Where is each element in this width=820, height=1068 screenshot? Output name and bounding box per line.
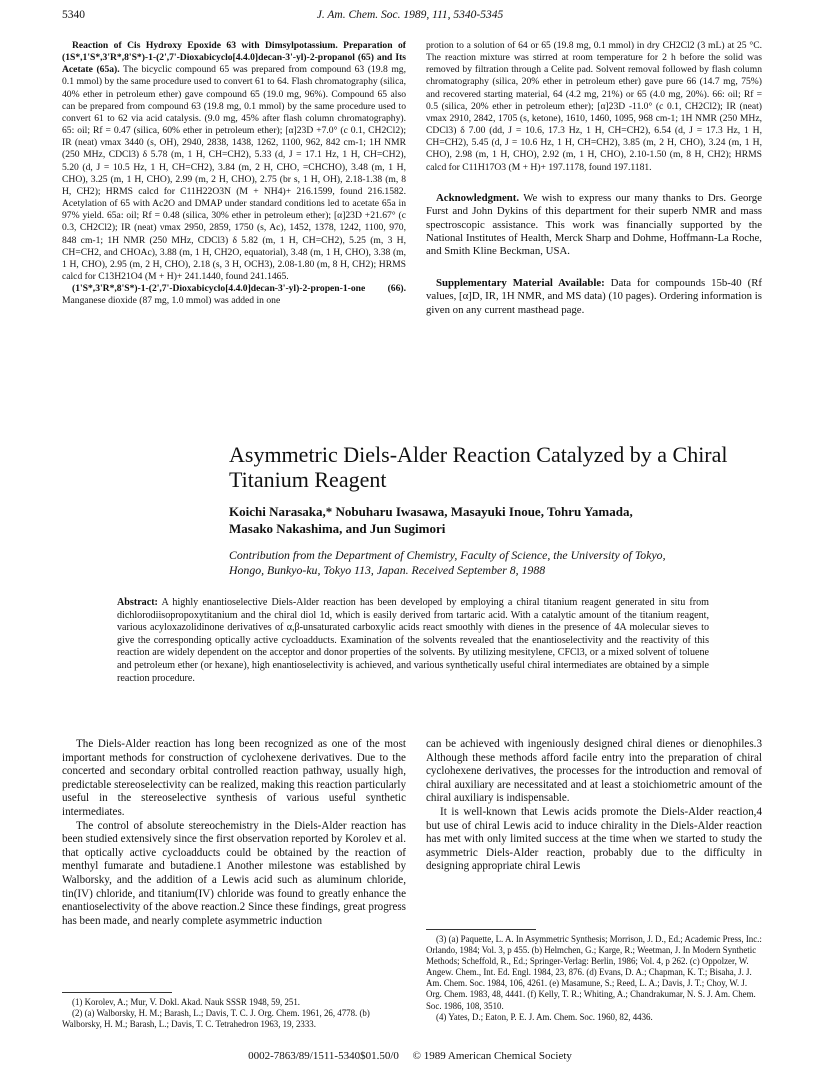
- footnotes-right: [426, 934, 762, 1023]
- abstract-text: A highly enantioselective Diels-Alder reaction has been developed by employing a chiral titanium reagent generated in situ from dichlorodiisopropoxytitanium and the chiral diol 1d, which is easily derived from tartaric acid. With a catalytic amount of the titanium reagent, various acyloxazolidinone derivatives of α,β-unsaturated carboxylic acids react smoothly with dienes in the presence of 4A molecular sieves to give the corresponding optically active cycloadducts. Examination of the solvents revealed that the enantioselectivity and the reactivity of this reaction are widely dependent on the acceptor and donor properties of the solvents. By utilizing mesitylene, CFCl3, or a mixed solvent of toluene and petroleum ether (or hexane), high enantioselectivity is achieved, and various synthetically useful chiral intermediates are obtained by a simple reaction procedure.: [117, 597, 710, 684]
- affiliation-line-2: Hongo, Bunkyo-ku, Tokyo 113, Japan. Received September 8, 1988: [229, 563, 546, 577]
- supplementary-label: Supplementary Material Available:: [436, 276, 605, 289]
- experimental-heading-65: Reaction of Cis Hydroxy Epoxide 63 with Dimsylpotassium. Preparation of (1S*,1'S*,3'R*,8'S*)-1-(2',7'-Dioxabicyclo[4.4.0]decan-3'-yl)-2-propanol (65) and Its Acetate (65a).: [62, 40, 406, 76]
- footnote-1: (1) Korolev, A.; Mur, V. Dokl. Akad. Nauk SSSR 1948, 59, 251.: [72, 997, 301, 1007]
- abstract: [117, 597, 709, 685]
- body-left-column: [62, 738, 406, 928]
- affiliation-line-1: Contribution from the Department of Chemistry, Faculty of Science, the University of Tokyo,: [229, 548, 666, 562]
- footnote-4: (4) Yates, D.; Eaton, P. E. J. Am. Chem. Soc. 1960, 82, 4436.: [436, 1011, 653, 1022]
- title-line-1: Asymmetric Diels-Alder Reaction Catalyzed by a Chiral: [229, 442, 728, 467]
- top-right-column: [426, 40, 762, 317]
- footnote-rule-right: [426, 929, 536, 930]
- footnote-3: (3) (a) Paquette, L. A. In Asymmetric Synthesis; Morrison, J. D., Ed.; Academic Press, Inc.: Orlando, 1984; Vol. 3, p 455. (b) Helmchen, G.; Karge, R.; Weetman, J. In Modern Synthetic Methods; Scheffold, R., Ed.; Springer-Verlag: Berlin, 1986; Vol. 4, p 262. (c) Oppolzer, W. Angew. Chem., Int. Ed. Engl. 1984, 23, 876. (d) Evans, D. A.; Chapman, K. T.; Bisaha, J. J. Am. Chem. Soc. 1984, 106, 4261. (e) Masamune, S.; Reed, L. A.; Davis, J. T.; Choy, W. J. Org. Chem. 1983, 48, 4441. (f) Kelly, T. R.; Whiting, A.; Chandrakumar, N. S. J. Am. Chem. Soc. 1986, 108, 3510.: [426, 934, 762, 1011]
- footnotes-left: [62, 997, 406, 1030]
- authors-line-1: Koichi Narasaka,* Nobuharu Iwasawa, Masayuki Inoue, Tohru Yamada,: [229, 504, 633, 519]
- footnote-2: (2) (a) Walborsky, H. M.; Barash, L.; Davis, T. C. J. Org. Chem. 1961, 26, 4778. (b) Walborsky, H. M.; Barash, L.; Davis, T. C. Tetrahedron 1963, 19, 2333.: [62, 1008, 370, 1030]
- acknowledgment-text: We wish to express our many thanks to Drs. George Furst and John Dykins of this department for their superb NMR and mass spectroscopic assistance. This work was financially supported by the National Institutes of Health, Merck Sharp and Dohme, Hoffmann-La Roche, and Smith Kline Beckman, USA.: [426, 191, 762, 258]
- footnote-rule-left: [62, 992, 172, 993]
- experimental-heading-66: (1'S*,3'R*,8'S*)-1-(2',7'-Dioxabicyclo[4.4.0]decan-3'-yl)-2-propen-1-one (66).: [72, 283, 406, 295]
- article-title: [229, 442, 769, 492]
- body-paragraph-4: It is well-known that Lewis acids promote the Diels-Alder reaction,4 but use of chiral Lewis acid to induce chirality in the Diels-Alder reaction has met with only limited success at the time when we started to study the asymmetric Diels-Alder reaction, probably due to the difficulty in designing appropriate chiral Lewis: [426, 805, 762, 873]
- page-footer: [0, 1050, 820, 1062]
- authors-line-2: Masako Nakashima, and Jun Sugimori: [229, 521, 446, 536]
- acknowledgment-label: Acknowledgment.: [436, 191, 520, 204]
- experimental-text-66-cont: protion to a solution of 64 or 65 (19.8 mg, 0.1 mmol) in dry CH2Cl2 (3 mL) at 25 °C. The reaction mixture was stirred at room temperature for 2 h before the solid was removed by filtration through a Celite pad. Solvent removal followed by flash column chromatography (silica, 20% ether in petroleum ether) gave pure 66 (14.7 mg, 75%) and recovered starting material, 64 (4.2 mg, 21%) or 65 (4.0 mg, 20%). 66: oil; Rf = 0.5 (silica, 20% ether in petroleum ether); [α]23D -11.0° (c 0.1, CH2Cl2); IR (neat) νmax 2910, 2842, 1705 (s, ketone), 1610, 1460, 1095, 968 cm-1; 1H NMR (250 MHz, CDCl3) δ 7.00 (dd, J = 10.6, 17.3 Hz, 1 H, CH=CH2), 6.54 (d, J = 17.3 Hz, 1 H, CH=CH2), 5.45 (d, J = 10.6 Hz, 1 H, CH=CH2), 3.85 (m, 2 H, CHO), 3.24 (m, 1 H, CHO), 2.98 (m, 1 H, CHO), 2.92 (m, 1 H, CHO), 2.10-1.50 (m, 8 H, CH2); HRMS calcd for C11H17O3 (M + H)+ 197.1178, found 197.1181.: [426, 40, 762, 173]
- body-paragraph-2: The control of absolute stereochemistry in the Diels-Alder reaction has been studied extensively since the first observation reported by Korolev et al. that optically active cycloadducts could be obtained by the reaction of menthyl fumarate and butadiene.1 Another milestone was established by Walborsky, and the addition of a Lewis acid such as aluminum chloride, tin(IV) chloride, and titanium(IV) chloride was found to greatly enhance the enantioselectivity of the above reaction.2 Since these findings, great progress has been made, and nearly complete asymmetric induction: [62, 819, 406, 927]
- abstract-label: Abstract:: [117, 597, 158, 608]
- experimental-text-66-start: Manganese dioxide (87 mg, 1.0 mmol) was added in one: [62, 295, 281, 307]
- author-list: [229, 503, 769, 537]
- body-paragraph-1: The Diels-Alder reaction has long been recognized as one of the most important methods for construction of cyclohexene derivatives. Due to the concerted and secondary orbital controlled reaction pathway, usually high, predictable stereoselectivity can be realized, making this reaction particularly useful in the stereoselective synthesis of various useful synthetic intermediates.: [62, 738, 406, 818]
- affiliation: [229, 548, 789, 578]
- footer-copyright: © 1989 American Chemical Society: [412, 1050, 572, 1062]
- supplementary-text: Data for compounds 15b-40 (Rf values, [α]D, IR, 1H NMR, and MS data) (10 pages). Ordering information is given on any current masthead page.: [426, 276, 762, 316]
- experimental-text-65: The bicyclic compound 65 was prepared from compound 63 (19.8 mg, 0.1 mmol) by the same procedure used to convert 61 to 64. Flash chromatography (silica, 40% ether in petroleum ether) gave compound 65 (19.0 mg, 96%). Compound 65 also can be prepared from compound 63 (19.8 mg, 0.1 mmol) by the same procedure used to convert 61 to 62 via acid catalysis. (9.0 mg, 45% after flash column chromatography). 65: oil; Rf = 0.47 (silica, 60% ether in petroleum ether); [α]23D +7.0° (c 0.1, CH2Cl2); IR (neat) νmax 3440 (s, OH), 2940, 2838, 1438, 1262, 1100, 962, 842 cm-1; 1H NMR (250 MHz, CDCl3) δ 5.78 (m, 1 H, CH=CH2), 5.33 (d, J = 17.1 Hz, 1 H, CH=CH2), 5.20 (d, J = 10.5 Hz, 1 H, CH=CH2), 3.84 (m, 2 H, CHO, =CHCHO), 3.48 (m, 1 H, CHO), 3.25 (m, 1 H, CHO), 2.99 (m, 2 H, CHO), 2.75 (br s, 1 H, OH), 2.18-1.38 (m, 8 H, CH2); HRMS calcd for C11H22O3N (M + NH4)+ 216.1599, found 216.1582. Acetylation of 65 with Ac2O and DMAP under standard conditions led to acetate 65a in 97% yield. 65a: oil; Rf = 0.48 (silica, 30% ether in petroleum ether); [α]23D +21.67° (c 0.3, CH2Cl2); IR (neat) νmax 2950, 2859, 1750 (s, Ac), 1452, 1378, 1242, 1100, 970, 848 cm-1; 1H NMR (250 MHz, CDCl3) δ 5.82 (m, 1 H, CH=CH2), 5.25 (m, 3 H, CH=CH2, and CHOAc), 3.88 (m, 1 H, CH2O, equatorial), 3.48 (m, 1 H, CHO), 3.38 (m, 1 H, CHO), 2.95 (m, 2 H, CHO), 2.18 (s, 3 H, OCH3), 2.08-1.80 (m, 8 H, CH2); HRMS calcd for C13H21O4 (M + H)+ 241.1440, found 241.1465.: [62, 64, 406, 282]
- body-paragraph-3: can be achieved with ingeniously designed chiral dienes or dienophiles.3 Although these methods afford facile entry into the preparation of chiral cyclohexene derivatives, the processes for the introduction and removal of chiral auxiliary are necessitated and at least a stoichiometric amount of the chiral auxiliary is indispensable.: [426, 738, 762, 805]
- title-line-2: Titanium Reagent: [229, 467, 387, 492]
- top-left-column: [62, 40, 406, 307]
- footer-code: 0002-7863/89/1511-5340$01.50/0: [248, 1050, 399, 1062]
- page-number: 5340: [62, 9, 85, 21]
- journal-header: J. Am. Chem. Soc. 1989, 111, 5340-5345: [316, 9, 504, 21]
- body-right-column: [426, 738, 762, 874]
